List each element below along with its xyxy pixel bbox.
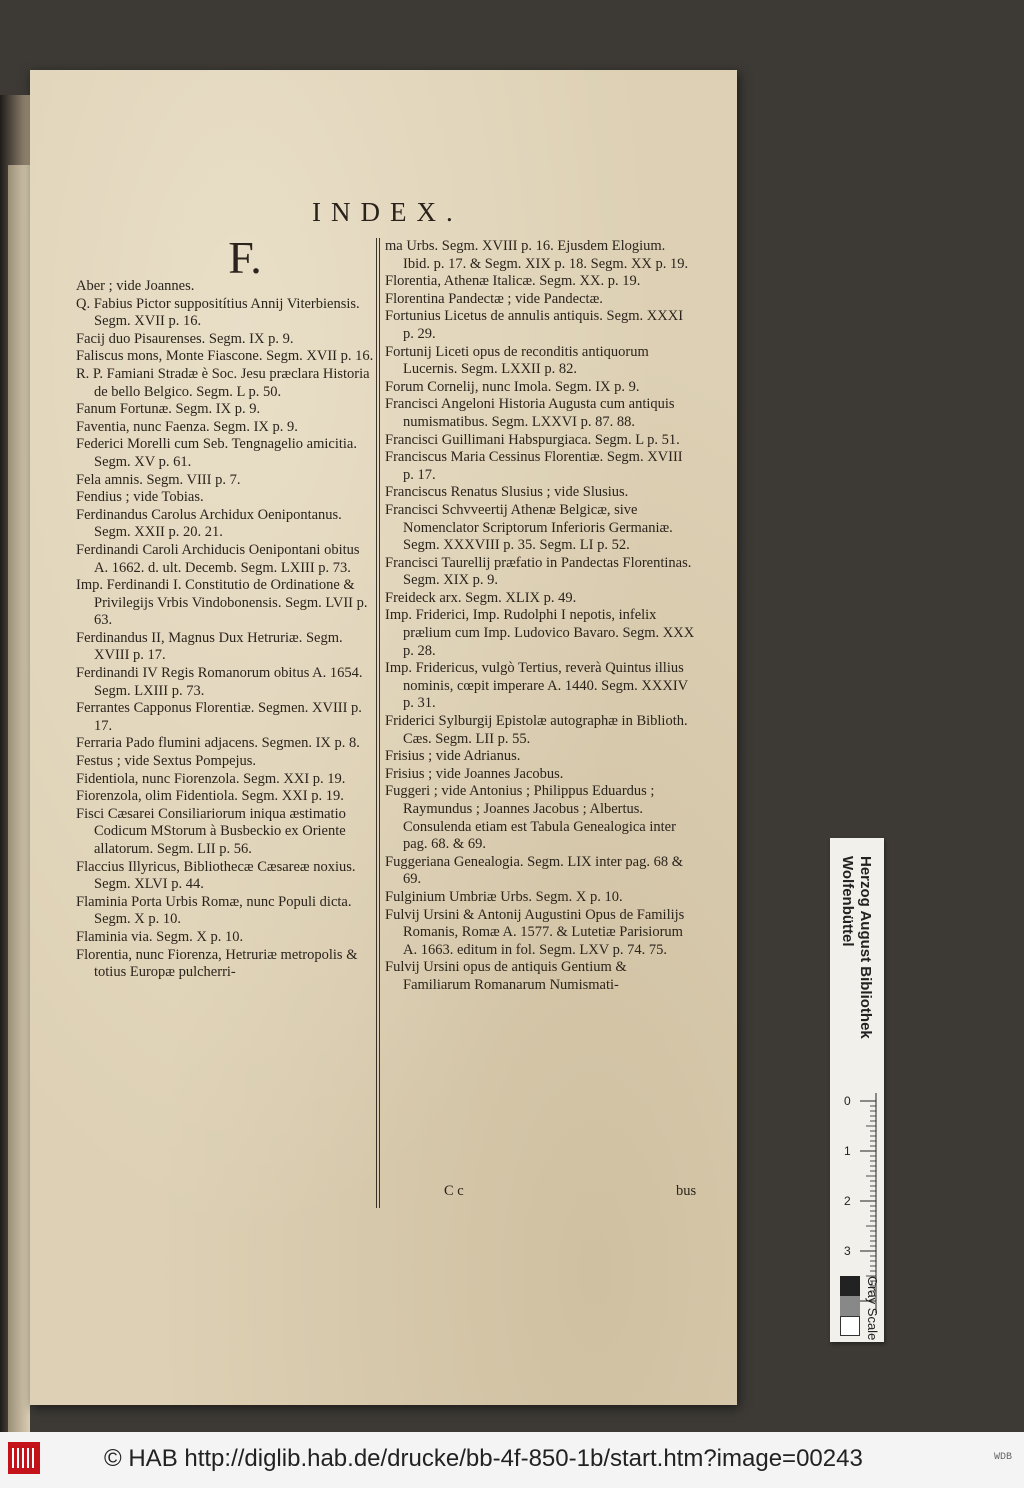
index-entry: Francisci Guillimani Habspurgiaca. Segm. L p. 51. [385,431,680,448]
index-entry: Fulvij Ursini & Antonij Augustini Opus de Familijs Romanis, Romæ A. 1577. & Lutetiæ Parisiorum A. 1663. editum in fol. Segm. LXV p. 74. 75. [385,906,685,958]
catchword: bus [676,1183,697,1199]
index-entry: Aber ; vide Joannes. [76,278,195,294]
index-entry: Faliscus mons, Monte Fiascone. Segm. XVII p. 16. [76,348,374,365]
index-entry: Fortunij Liceti opus de reconditis antiquorum Lucernis. Segm. LXXII p. 82. [385,343,649,378]
index-column-left [76,232,374,982]
book-spine-edge [0,95,30,1435]
index-entry: Francisci Angeloni Historia Augusta cum antiquis numismatibus. Segm. LXXVI p. 87. 88. [385,396,675,430]
index-entry: Imp. Ferdinandi I. Constitutio de Ordinatione & Privilegijs Vrbis Vindobonensis. Segm. LVII p. 63. [76,577,368,629]
index-entry: Freideck arx. Segm. XLIX p. 49. [385,589,577,606]
index-entry: Fortunius Licetus de annulis antiquis. Segm. XXXI p. 29. [385,308,684,342]
section-letter: F. [228,232,262,283]
index-entry: Fanum Fortunæ. Segm. IX p. 9. [76,401,261,418]
index-entry: Fuggeriana Genealogia. Segm. LIX inter pag. 68 & 69. [385,853,683,888]
index-entry: Facij duo Pisaurenses. Segm. IX p. 9. [76,330,294,347]
ruler-tick-label: 1 [844,1144,851,1158]
index-entry: Flaccius Illyricus, Bibliothecæ Cæsareæ noxius. Segm. XLVI p. 44. [76,858,356,893]
index-entry: Frisius ; vide Joannes Jacobus. [385,765,564,782]
index-entry: R. P. Famiani Stradæ è Soc. Jesu præclara Historia de bello Belgico. Segm. L p. 50. [76,365,370,400]
index-entry: Imp. Fridericus, vulgò Tertius, reverà Quintus illius nominis, cœpit imperare A. 1440. Segm. XXXIV p. 31. [385,660,688,712]
index-entry: Ferdinandus Carolus Archidux Oenipontanus. Segm. XXII p. 20. 21. [76,506,342,541]
index-entry: Fidentiola, nunc Fiorenzola. Segm. XXI p. 19. [76,770,346,787]
signature-mark: C c [444,1183,464,1199]
index-entry: Florentina Pandectæ ; vide Pandectæ. [385,290,603,307]
ruler-tick-label: 3 [844,1244,851,1258]
hab-logo-icon [8,1442,40,1474]
index-entry: Ferdinandi Caroli Archiducis Oenipontani obitus A. 1662. d. ult. Decemb. Segm. LXIII p. 73. [76,541,360,576]
index-entry: Ferdinandi IV Regis Romanorum obitus A. 1654. Segm. LXIII p. 73. [76,665,363,699]
index-entry: Imp. Friderici, Imp. Rudolphi I nepotis, infelix prælium cum Imp. Ludovico Bavaro. Segm. XXX p. 28. [385,607,695,659]
index-column-right [385,238,695,995]
index-entry: Fulginium Umbriæ Urbs. Segm. X p. 10. [385,888,623,905]
previous-page-edge [8,165,30,1435]
index-entry: Frisius ; vide Adrianus. [385,748,521,765]
library-name [828,856,888,1106]
index-entry: Friderici Sylburgij Epistolæ autographæ in Biblioth. Cæs. Segm. LII p. 55. [385,713,688,747]
gray-scale-gray [840,1296,860,1316]
index-entry: Forum Cornelij, nunc Imola. Segm. IX p. 9. [385,378,640,395]
copyright-url[interactable]: © HAB http://diglib.hab.de/drucke/bb-4f-850-1b/start.htm?image=00243 [104,1445,863,1472]
index-entry: Fulvij Ursini opus de antiquis Gentium & Familiarum Romanarum Numismati- [385,959,627,993]
library-name-line1: Herzog August Bibliothek [857,856,874,1039]
index-entry: Fisci Cæsarei Consiliariorum iniqua æstimatio Codicum MStorum à Busbeckio ex Oriente allatorum. Segm. LII p. 56. [76,805,346,857]
index-entry: Ferdinandus II, Magnus Dux Hetruriæ. Segm. XVIII p. 17. [76,629,343,664]
index-entry: Florentia, Athenæ Italicæ. Segm. XX. p. 19. [385,273,641,290]
column-divider-rule [376,238,380,1208]
index-entry: Franciscus Maria Cessinus Florentiæ. Segm. XVIII p. 17. [385,449,683,483]
index-entry: Fuggeri ; vide Antonius ; Philippus Eduardus ; Raymundus ; Joannes Jacobus ; Albertus. Consulenda etiam est Tabula Genealogica inter pag. 68. & 69. [385,783,676,853]
library-scale-card [830,838,884,1342]
viewer-footer [0,1432,1024,1488]
footer-mark: WDB [993,1452,1012,1463]
index-entry: Ferrantes Capponus Florentiæ. Segmen. XVIII p. 17. [76,700,362,734]
index-entry: Flaminia Porta Urbis Romæ, nunc Populi dicta. Segm. X p. 10. [76,893,352,928]
index-entry: Festus ; vide Sextus Pompejus. [76,753,257,770]
index-entry: Ferraria Pado flumini adjacens. Segmen. IX p. 8. [76,735,360,752]
index-entry: Fela amnis. Segm. VIII p. 7. [76,471,241,488]
index-entry: Fiorenzola, olim Fidentiola. Segm. XXI p. 19. [76,788,344,805]
index-entry: Francisci Taurellij præfatio in Pandectas Florentinas. Segm. XIX p. 9. [385,554,692,589]
gray-scale-label: Gray Scale [865,1276,880,1341]
index-entry: ma Urbs. Segm. XVIII p. 16. Ejusdem Elogium. Ibid. p. 17. & Segm. XIX p. 18. Segm. XX p. 19. [385,238,689,272]
index-entry: Franciscus Renatus Slusius ; vide Slusius. [385,484,629,501]
ruler-tick-label: 2 [844,1194,851,1208]
index-entry: Federici Morelli cum Seb. Tengnagelio amicitia. Segm. XV p. 61. [76,436,357,470]
index-entry: Flaminia via. Segm. X p. 10. [76,928,244,945]
index-entry: Fendius ; vide Tobias. [76,489,204,506]
index-entry: Francisci Schvveertij Athenæ Belgicæ, sive Nomenclator Scriptorum Inferioris Germaniæ. Segm. XXXVIII p. 35. Segm. LI p. 52. [385,501,673,554]
page-heading: INDEX. [312,197,463,227]
ruler-tick-label: 0 [844,1094,851,1108]
index-entry: Florentia, nunc Fiorenza, Hetruriæ metropolis & totius Europæ pulcherri- [76,946,358,981]
gray-scale-black [840,1276,860,1296]
index-entry: Q. Fabius Pictor suppositítius Annij Viterbiensis. Segm. XVII p. 16. [76,295,360,330]
gray-scale-white [840,1316,860,1336]
library-name-line2: Wolfenbüttel [839,856,856,947]
index-entry: Faventia, nunc Faenza. Segm. IX p. 9. [76,418,298,435]
